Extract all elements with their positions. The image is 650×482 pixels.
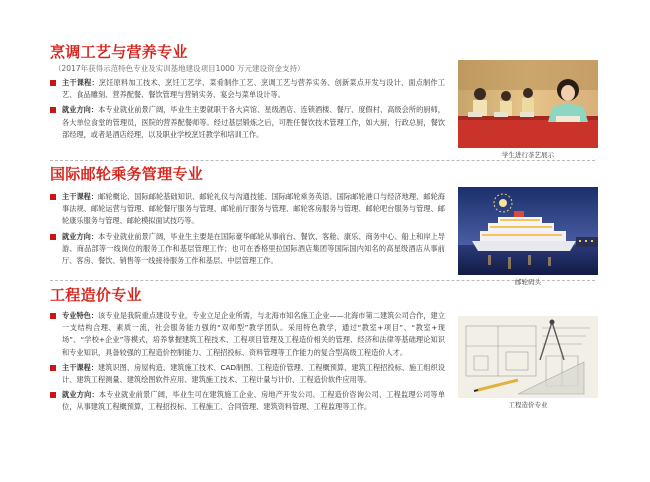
entry-body: 烹饪原料加工技术、烹饪工艺学、菜肴制作工艺、烹调工艺与营养实务、创新菜点开发与设计、面点制作工艺、食品雕刻、营养配餐、餐饮管理与营销实务、宴会与菜单设计等。 (62, 78, 445, 100)
entry-body: 本专业就业前景广阔，毕业生主要就职于各大宾馆、星级酒店、连锁酒楼、餐厅、度假村、高级会所的厨师，各大单位食堂的管理员，医院的营养配餐师等。经过基层锻炼之后，可胜任餐饮技术管理工作，如大厨，行政总厨，餐饮部经理，或者是酒店经理，以及职业学校烹饪教学和培训工作。 (62, 105, 445, 139)
entry-courses (50, 362, 445, 386)
entry-career (50, 104, 445, 141)
photo-caption: 邮轮码头 (515, 278, 541, 286)
photo-caption: 学生进行茶艺展示 (502, 151, 554, 159)
blueprint-illustration (458, 316, 598, 398)
bullet-icon (50, 392, 56, 398)
cruise-ship-photo (458, 187, 598, 275)
tea-art-illustration (458, 60, 598, 148)
entry-label: 主干课程： (62, 78, 99, 87)
entry-career (50, 389, 445, 413)
section-title: 国际邮轮乘务管理专业 (50, 165, 204, 183)
blueprint-drafting-photo (458, 316, 598, 398)
section-subtitle: （2017年获得示范特色专业及实训基地建设项目1000 万元建设资金支持） (54, 64, 305, 73)
entry-label: 就业方向： (62, 231, 99, 241)
bullet-icon (50, 313, 56, 319)
entry-label: 就业方向： (62, 105, 99, 115)
bullet-icon (50, 194, 56, 200)
entry-body: 本专业就业前景广阔，毕业生可在建筑施工企业、房地产开发公司、工程造价咨询公司、工程监理公司等单位，从事建筑工程概预算，工程招投标、工程施工、合同管理、建筑资料管理、工程监理等工作。 (62, 390, 445, 412)
photo-caption: 工程造价专业 (508, 401, 548, 409)
bullet-icon (50, 107, 56, 113)
bullet-icon (50, 365, 56, 371)
section-engineering-cost (50, 285, 445, 414)
tea-art-photo (458, 60, 598, 148)
section-title: 工程造价专业 (50, 286, 142, 304)
entry-body: 本专业就业前景广阔，毕业生主要是在国际豪华邮轮从事前台、餐饮、客舱、康乐、商务中心、船上和岸上导游、商品部等一线岗位的服务工作和基层管理工作；也可在香格里拉国际酒店集团等国际国内知名的高星级酒店从事前厅、客房、餐饮、销售等一线接待服务工作和基层、中层管理工作。 (62, 231, 445, 266)
bullet-icon (50, 234, 56, 240)
entry-body: 该专业是我院重点建设专业，专业立足企业所需，与北海市知名施工企业——北海市第二建筑公司合作，建立一支结构合理、素质一流，社会服务能力强的“双师型”教学团队。采用特色教学，通过“教室+项目”、“教室+现场”、“学校+企业”等模式，培养掌握建筑工程技术、工程项目管理及工程造价相关的管理、经济和法律等基础理论知识和专业知识，具备较强的工程造价控制能力、工程招投标、资料管理等工作能力的复合型高级工程造价人才。 (62, 311, 445, 357)
entry-label: 主干课程： (62, 362, 99, 372)
entry-features (50, 310, 445, 359)
bullet-icon (50, 80, 56, 86)
entry-courses (50, 191, 445, 228)
entry-body: 邮轮概论、国际邮轮基础知识、邮轮礼仪与沟通技能、国际邮轮乘务英语、国际邮轮港口与经济地理、邮轮海事法规、邮轮运营与管理、邮轮餐厅服务与管理、邮轮前厅服务与管理、邮轮客房服务与管理、邮轮吧台服务与管理、邮轮康乐服务与管理、邮轮模拟面试技巧等。 (62, 192, 445, 226)
entry-career (50, 231, 445, 268)
section-cruise (50, 164, 445, 267)
entry-label: 主干课程： (62, 192, 99, 201)
entry-body: 建筑识图、房屋构造、建筑施工技术、CAD制图、工程造价管理、工程概预算、建筑工程招投标、施工组织设计、建筑工程测量、建筑绘图软件应用、建筑施工技术、工程计量与计价、工程造价软件应用等。 (62, 362, 445, 385)
section-culinary (50, 42, 445, 141)
entry-label: 专业特色： (62, 311, 99, 320)
section-title: 烹调工艺与营养专业 (50, 43, 188, 61)
section-divider (50, 160, 595, 161)
cruise-ship-illustration (458, 187, 598, 275)
entry-courses (50, 77, 445, 101)
entry-label: 就业方向： (62, 390, 99, 400)
